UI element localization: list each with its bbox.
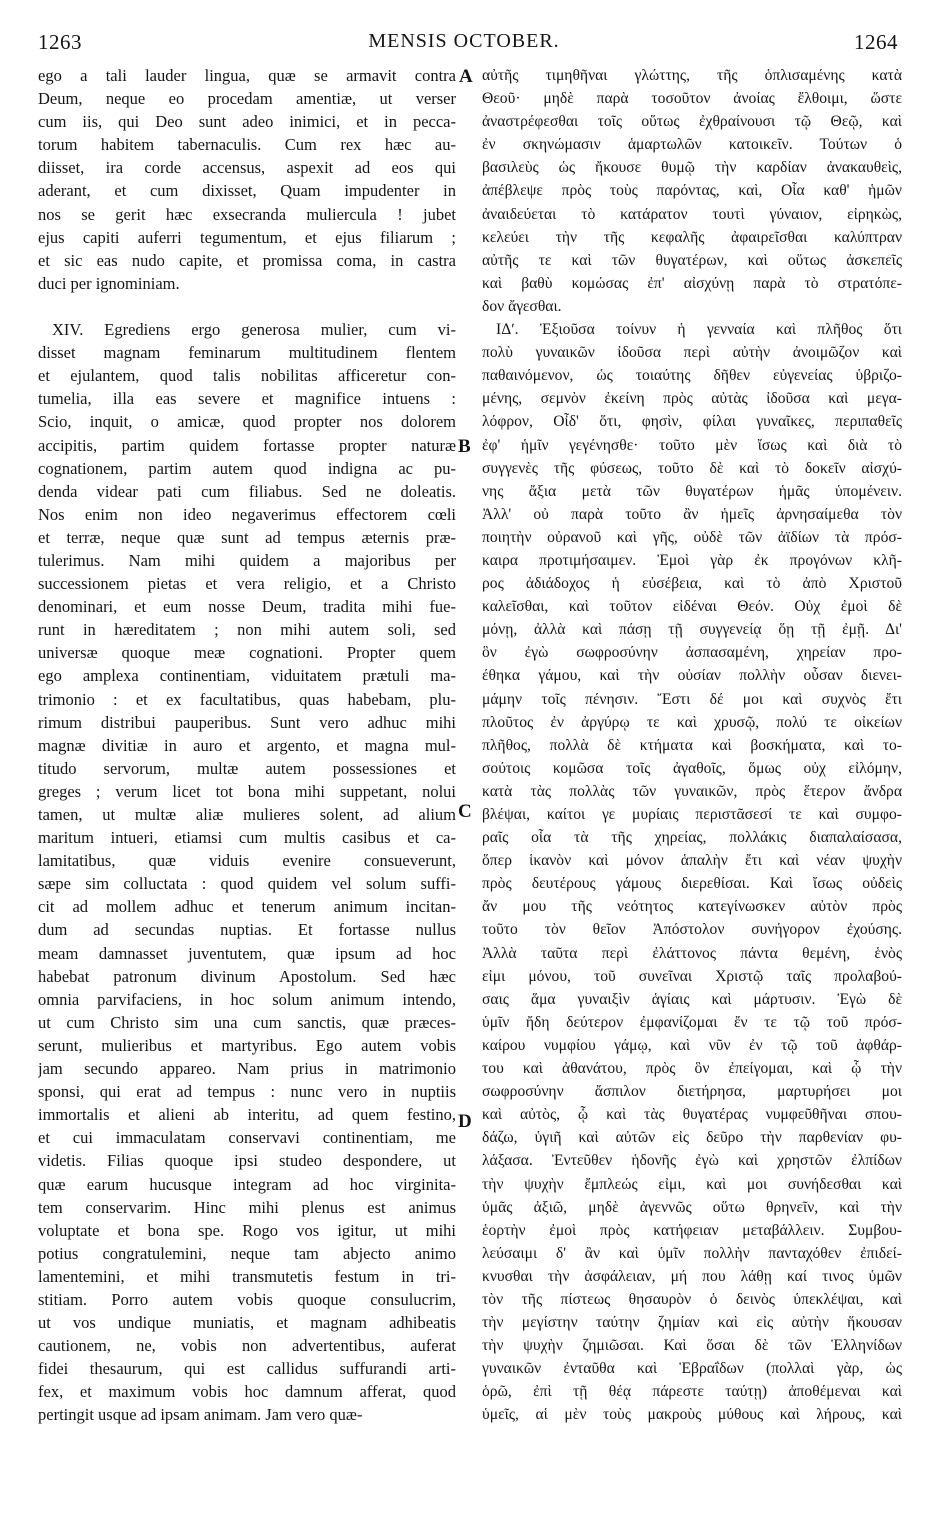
greek-column: [482, 64, 902, 1427]
text-line: αὐτῆς τε καὶ τῶν θυγατέρων, καὶ οὕτως ἀσκεπεῖς: [482, 251, 902, 269]
text-line: ejus capiti auferri tegumentum, et ejus filiarum ;: [38, 227, 456, 247]
text-line: videtis. Filias quoque ipsi studeo despondere, ut: [38, 1151, 456, 1171]
text-line: καλεῖσθαι, καὶ τοῦτον εἰδέναι Θεόν. Οὐχ ἐμοὶ δὲ: [482, 598, 902, 616]
text-line: disset magnam feminarum multitudinem flentem: [38, 343, 456, 363]
text-line: ὃν ἐγὼ σωφροσύνην ἀσπασαμένη, χηρείαν προ-: [482, 644, 902, 662]
text-line: aderant, et cum dixisset, Quam impudenter in: [38, 181, 456, 201]
text-line: lamitatibus, quæ viduis evenire consueverunt,: [38, 851, 456, 871]
text-line: εἰμι μόνου, τοῦ συνεῖναι Χριστῷ ταῖς προλαβού-: [482, 967, 902, 985]
text-line: ἄν μου τῆς νεότητος κατεγίνωσκεν αὐτὸν πρὸς: [482, 898, 902, 916]
text-line: trimonio : et ex facultatibus, quas habebam, plu-: [38, 689, 456, 709]
text-line: Ἀλλὰ ταῦτα περὶ ἐλάττονος πάντα θεμένη, ἑνὸς: [482, 944, 902, 962]
right-page-number: 1264: [854, 30, 898, 54]
text-line: έθηκα γάμου, καὶ τὴν οὐσίαν πολλὴν οὖσαν διενει-: [482, 667, 902, 685]
text-line: συγγενὲς τῆς φύσεως, τοῦτο δὲ καὶ τὸ δοκεῖν αἰσχύ-: [482, 459, 902, 477]
latin-column: [38, 64, 456, 1427]
text-line: pertingit usque ad ipsam animam. Jam vero quæ-: [38, 1405, 363, 1425]
text-line: tamen, ut multæ aliæ mulieres solent, ad alium: [38, 805, 456, 824]
text-line: ραῖς οἷα τὰ τῆς χηρείας, πολλάκις διαπαλαίσασα,: [482, 829, 902, 847]
text-line: Scio, inquit, o amicæ, quod propter nos dolorem: [38, 412, 456, 432]
text-line: τοῦτο τὸν θεῖον Ἀπόστολον συνήγορον ἐχούσης.: [482, 921, 902, 939]
text-line: τὸν τῆς πίστεως θησαυρὸν ὁ δεινὸς ὑπεκλέψαι, καὶ: [482, 1290, 902, 1308]
text-line: cit ad mollem adhuc et tenerum animum incitan-: [38, 897, 456, 917]
text-line: βλέψαι, καίτοι γε μυρίαις περιστᾶσεσί τε καὶ συμφο-: [482, 806, 902, 823]
text-line: stitiam. Porro autem vobis quoque consulucrim,: [38, 1289, 456, 1309]
text-line: καίρου νυμφίου γάμῳ, καὶ νῦν ἐν τῷ τοῦ ἀφθάρ-: [482, 1036, 902, 1054]
text-line: καὶ αὐτὸς, ᾧ καὶ τὰς θυγατέρας νυμφεῦθῆναι σπου-: [482, 1106, 902, 1124]
text-line: ΙΔʹ. Ἐξιοῦσα τοίνυν ἡ γενναία καὶ πλῆθος ὅτι: [496, 321, 902, 339]
text-line: κνυσθαι τὴν ἀσφάλειαν, μή που λάθῃ καί τινος ὑμῶν: [482, 1267, 902, 1285]
text-line: diisset, ira corde accensus, aspexit ad eos qui: [38, 158, 456, 178]
text-line: λάξασα. Ἐντεῦθεν ἡδονῆς ἐγὼ καὶ χρηστῶν ἐλπίδων: [482, 1152, 902, 1170]
text-line: καιρα προτιμήσαιμεν. Ἐμοὶ γὰρ ἐκ προγόνων κλῆ-: [482, 551, 902, 569]
text-line: lamentemini, et mihi transmutetis festum in tri-: [38, 1266, 456, 1286]
text-line: et cui immaculatam conservavi continentiam, me: [38, 1128, 456, 1148]
text-line: dum ad secundas nuptias. Et fortasse nullus: [38, 920, 456, 940]
text-line: titudo servorum, multæ autem possessiones et: [38, 758, 456, 778]
text-line: ἐν σκηνώμασιν ἁμαρτωλῶν κατοικεῖν. Τούτων ὁ: [482, 136, 902, 154]
text-line: Ἀλλ' οὐ παρὰ τοῦτο ἂν ἡμεῖς ἀρνησαίμεθα τὸν: [482, 505, 902, 523]
text-line: ἀπέβλεψε πρὸς τοὺς παρόντας, καὶ, Οἷα καθ' ἡμῶν: [482, 182, 902, 200]
text-line: accipitis, partim quidem fortasse propter naturæ: [38, 435, 456, 455]
text-line: ρος ἀδιάδοχος ἡ εὐσέβεια, καὶ τὸ ἀπὸ Χριστοῦ: [482, 575, 902, 593]
text-line: sæpe sim colluctata : quod quidem vel solum suffi-: [38, 874, 456, 894]
text-line: ὑμεῖς, αἱ μὲν τοὺς μακροὺς μύθους καὶ λήρους, καὶ: [482, 1406, 902, 1424]
text-line: ὁρῶ, ἐπὶ τῇ θέᾳ πάρεστε ταύτῃ) ἀποθέμεναι καὶ: [482, 1383, 902, 1401]
text-line: fex, et maximum vobis hoc damnum afferat, quod: [38, 1382, 456, 1402]
text-line: Deum, neque eo procedam amentiæ, ut verser: [38, 89, 456, 109]
text-line: πρὸς δευτέρους γάμους διερεθίσαι. Καὶ ἴσως οὐδεὶς: [482, 875, 902, 893]
text-line: ut vos undique muniatis, et magnam adhibeatis: [38, 1313, 456, 1333]
text-line: ego amplexa continentiam, viduitatem prætuli ma-: [38, 666, 456, 686]
text-line: Nos enim non ideo negaverimus effectorem cœli: [38, 504, 456, 524]
text-line: ut cum Christo sim una cum sanctis, quæ præces-: [38, 1012, 456, 1032]
text-line: nos se gerit hæc exsecranda muliercula ! jubet: [38, 204, 456, 224]
text-line: ἐφ' ἡμῖν γεγένησθε· τοῦτο μὲν ἴσως καὶ διὰ τὸ: [482, 436, 902, 454]
text-line: ἀναιδεύεται τὸ κατάρατον τουτὶ γύναιον, εἰρηκὼς,: [482, 205, 902, 223]
text-line: omnia parvifaciens, in hoc solum animum intendo,: [38, 989, 456, 1009]
text-line: tem conservarim. Hinc mihi plenus est animus: [38, 1197, 456, 1217]
text-line: sponsi, qui erat ad tempus : nunc vero in nuptiis: [38, 1082, 456, 1102]
text-line: ἀναστρέφεσθαι τοῖς οὕτως ἐχθραίνουσι τῷ Θεῷ, καὶ: [482, 113, 902, 131]
text-line: παθαινόμενον, ὡς τοιαύτης δῆθεν εὐγενείας ὑβριζο-: [482, 367, 902, 385]
text-line: immortalis et alieni ab interitu, ad quem festino,: [38, 1105, 456, 1125]
margin-letter-a: A: [459, 66, 473, 87]
text-line: duci per ignominiam.: [38, 273, 180, 293]
text-line: jam secundo appareo. Nam prius in matrimonio: [38, 1059, 456, 1079]
text-line: denda videar pati cum filiabus. Sed ne doleatis.: [38, 481, 456, 501]
text-line: Θεοῦ· μηδὲ παρὰ τοσοῦτον ἀνοίας ἔλθοιμι, ὥστε: [482, 90, 902, 108]
text-line: λόφρον, Οἶδ' ὅτι, φησὶν, φίλαι γυναῖκες, περιπαθεῖς: [482, 413, 902, 431]
text-line: maritum intueri, etiamsi cum multis casibus et ca-: [38, 828, 456, 848]
text-line: universæ quoque meæ cognationi. Propter quem: [38, 643, 456, 663]
margin-letter-b: B: [458, 436, 471, 457]
text-line: δάζω, ὑγιῆ καὶ αὐτῶν εἰς δεῦρο τὴν παρθενίαν φυ-: [482, 1129, 902, 1147]
text-line: μένης, σεμνὸν ἐκείνη πρὸς αὐτὰς ἰδοῦσα καὶ μεγα-: [482, 390, 902, 408]
text-line: voluptate et bona spe. Rogo vos igitur, ut mihi: [38, 1220, 456, 1240]
text-line: denominari, et eum nosse Deum, tradita mihi fue-: [38, 597, 456, 617]
text-line: fidei thesaurum, qui est callidus suffurandi arti-: [38, 1359, 456, 1379]
text-line: γυναικῶν ἐνταῦθα καὶ Ἑβραΐδων (πολλαὶ γὰρ, ὡς: [482, 1360, 902, 1378]
text-line: et ejulantem, quod talis nobilitas afficeretur con-: [38, 366, 456, 386]
text-line: ὑμῖν ἤδη δεύτερον ἐμφανίζομαι ἔν τε τῷ τοῦ πρόσ-: [482, 1013, 902, 1031]
text-line: λεύσαιμι δ' ἂν καὶ ὑμῖν πολλὴν πανταχόθεν ἐπιδεί-: [482, 1244, 902, 1262]
running-title: MENSIS OCTOBER.: [368, 30, 560, 52]
text-line: habebat patronum divinum Apostolum. Sed hæc: [38, 966, 456, 986]
text-line: νης ἄξια μετὰ τῶν θυγατέρων ἡμᾶς ὑπομένειν.: [482, 482, 902, 500]
text-line: magnæ divitiæ in auro et argento, et magna mul-: [38, 735, 456, 755]
text-line: καὶ βαθὺ κομώσας ἐπ' αἰσχύνῃ παρὰ τὸ στρατόπε-: [482, 274, 902, 292]
text-line: μάμην τοῖς πένησιν. Ἔστι δέ μοι καὶ συχνὸς ἔτι: [482, 690, 902, 708]
text-line: πολὺ γυναικῶν ἰδοῦσα περὶ αὐτὴν ἀνοιμῶζον καὶ: [482, 344, 902, 362]
text-line: tulerimus. Nam mihi quidem a majoribus per: [38, 550, 456, 570]
text-line: κελεύει τὴν τῆς κεφαλῆς ἀφαιρεῖσθαι καλύπτραν: [482, 228, 902, 246]
text-line: αὐτῆς τιμηθῆναι γλώττης, τῆς ὁπλισαμένης κατὰ: [482, 67, 902, 84]
text-line: greges ; verum licet tot bona mihi suppetant, nolui: [38, 781, 456, 801]
text-line: ἑορτὴν ἐμοὶ πρὸς κατήφειαν μεταβάλλειν. Συμβου-: [482, 1221, 902, 1239]
text-line: cognationem, partim autem quod indigna ac pu-: [38, 458, 456, 478]
left-page-number: 1263: [38, 30, 82, 54]
text-line: tumelia, illa eas severe et magnifice intuens :: [38, 389, 456, 409]
text-line: σωφροσύνην ἄσπιλον διετήρησα, μαρτυρήσει μοι: [482, 1083, 902, 1101]
text-line: μόνῃ, ἀλλὰ καὶ πάσῃ τῇ συγγενείᾳ ὅῃ τῇ ἐμῇ. Δι': [482, 621, 902, 639]
text-line: quæ earum hucusque integram ad hoc virginita-: [38, 1174, 456, 1194]
text-line: et terræ, neque quæ sunt ad tempus æternis præ-: [38, 527, 456, 547]
text-line: cautionem, ne, vobis non advertentibus, auferat: [38, 1336, 456, 1356]
text-line: σούτοις κομῶσα τοῖς ἀγαθοῖς, ὅμως οὐχ εἰλόμην,: [482, 759, 902, 777]
text-line: ὅπερ ἱκανὸν καὶ μόνον ἁπαλὴν ἔτι καὶ νέαν ψυχὴν: [482, 852, 902, 870]
text-line: cum iis, qui Deo sunt adeo inimici, et in pecca-: [38, 112, 456, 132]
text-line: πλῆθος, πολλὰ δὲ κτήματα καὶ βοσκήματα, καὶ το-: [482, 736, 902, 754]
paragraph-gap: [38, 295, 456, 318]
text-line: ego a tali lauder lingua, quæ se armavit contra: [38, 66, 456, 85]
text-line: σαις ἅμα γυναιξὶν ἁγίαις καὶ μάρτυσιν. Ἐγὼ δὲ: [482, 990, 902, 1008]
margin-letter-c: C: [458, 801, 472, 822]
text-line: ποιητὴν οὐρανοῦ καὶ γῆς, οὐδὲ τῶν ἀϊδίων τὰ πρόσ-: [482, 528, 902, 546]
text-line: successionem pietas et vera religio, et a Christo: [38, 574, 456, 594]
text-line: rimum distribui pauperibus. Sunt vero adhuc mihi: [38, 712, 456, 732]
text-line: βασιλεὺς ὡς ἤκουσε θυμῷ τὴν καρδίαν ἀνακαυθεὶς,: [482, 159, 902, 177]
text-line: et sic eas nudo capite, et promissa coma, in castra: [38, 250, 456, 270]
text-line: τὴν ψυχὴν ζημιῶσαι. Καὶ ὅσαι δὲ τῶν Ἑλληνίδων: [482, 1337, 902, 1355]
text-line: potius congratulemini, neque tam abjecto animo: [38, 1243, 456, 1263]
text-line: κατὰ τὰς πολλὰς τῶν γυναικῶν, πρὸς ἕτερον ἄνδρα: [482, 782, 902, 800]
text-line: του καὶ ἀθανάτου, πρὸς ὃν ἐπείγομαι, καὶ ᾧ τὴν: [482, 1060, 902, 1078]
text-line: τὴν μεγίστην ταύτην ζημίαν καὶ εἰς αὐτὴν ἥκουσαν: [482, 1314, 902, 1332]
text-line: XIV. Egrediens ergo generosa mulier, cum vi-: [52, 320, 456, 340]
text-line: πλοῦτος ἐν ἀργύρῳ τε καὶ χρυσῷ, πολύ τε οἰκείων: [482, 713, 902, 731]
text-line: torum habitem tabernaculis. Cum rex hæc au-: [38, 135, 456, 155]
text-line: serunt, mulieribus et martyribus. Ego autem vobis: [38, 1035, 456, 1055]
text-line: τὴν ψυχὴν ἔμπλεώς εἰμι, καὶ μοι συνήδεσθαι καὶ: [482, 1175, 902, 1193]
text-line: ὑμᾶς ἀξιῶ, μηδὲ ἀγεννῶς οὕτω θρηνεῖν, καὶ τὴν: [482, 1198, 902, 1216]
text-line: runt in hæreditatem ; non mihi autem soli, sed: [38, 620, 456, 640]
text-line: δον ἄγεσθαι.: [482, 297, 562, 315]
text-line: meam damnasset juventutem, quæ ipsum ad hoc: [38, 943, 456, 963]
margin-letter-d: D: [458, 1111, 472, 1132]
